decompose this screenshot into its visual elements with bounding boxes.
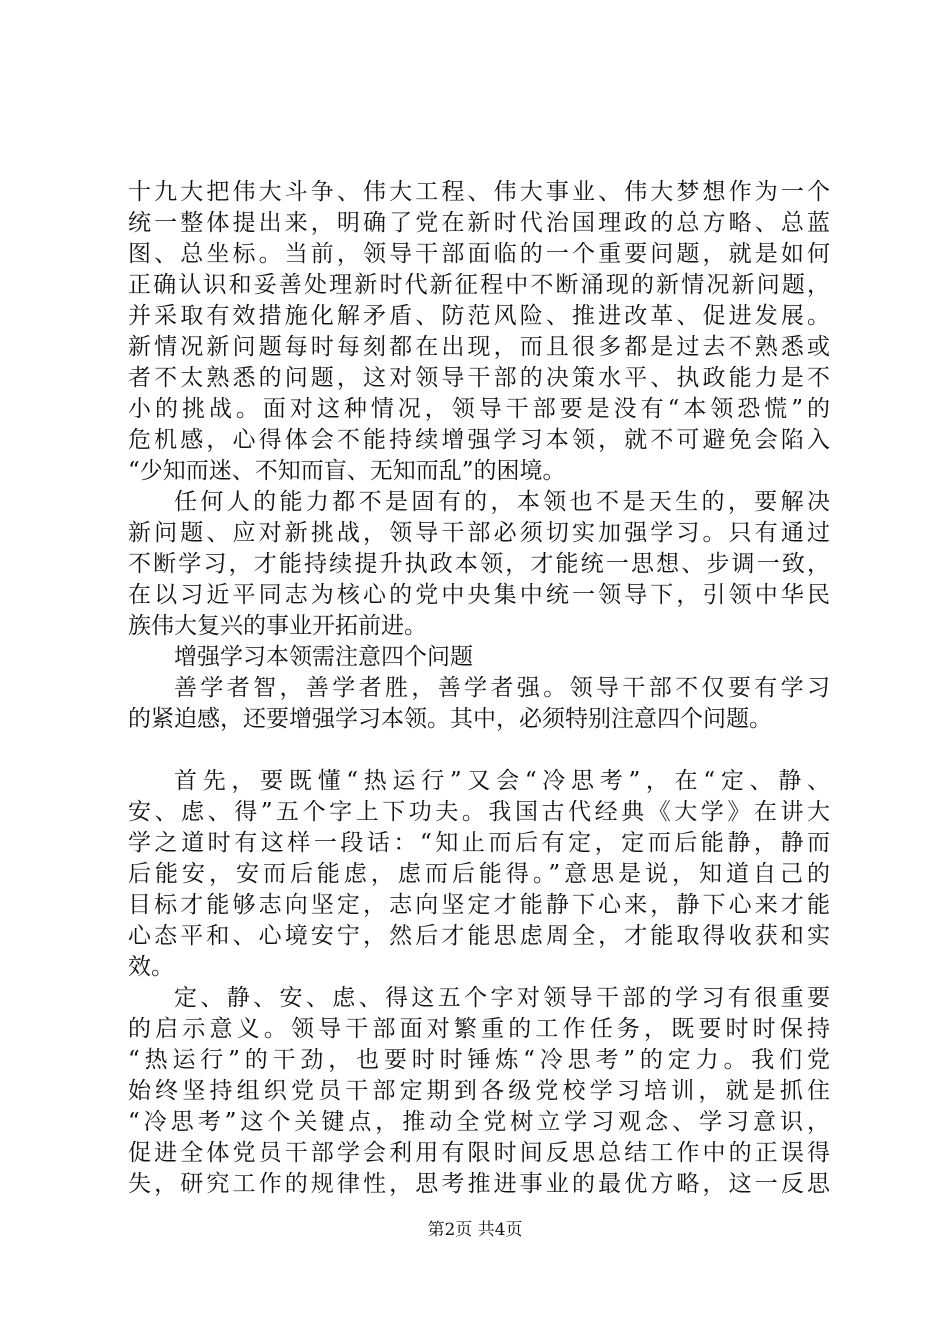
text-line: 后能安，安而后能虑，虑而后能得。”意思是说，知道自己的 xyxy=(128,861,830,887)
page-footer: 第2页 共4页 xyxy=(427,1220,523,1240)
text-line: 小的挑战。面对这种情况，领导干部要是没有“本领恐慌”的 xyxy=(128,396,830,422)
text-line: 的启示意义。领导干部面对繁重的工作任务，既要时时保持 xyxy=(128,1016,830,1042)
text-line: 十九大把伟大斗争、伟大工程、伟大事业、伟大梦想作为一个 xyxy=(128,179,830,205)
text-line: 定、静、安、虑、得这五个字对领导干部的学习有很重要 xyxy=(174,985,830,1011)
text-line: 善学者智，善学者胜，善学者强。领导干部不仅要有学习 xyxy=(174,675,830,701)
text-line: “冷思考”这个关键点，推动全党树立学习观念、学习意识， xyxy=(128,1109,830,1135)
text-line: 首先，要既懂“热运行”又会“冷思考”，在“定、静、 xyxy=(174,768,830,794)
paragraph-gap xyxy=(128,735,830,766)
text-line: 不断学习，才能持续提升执政本领，才能统一思想、步调一致， xyxy=(128,551,830,577)
text-line: 族伟大复兴的事业开拓前进。 xyxy=(128,613,427,639)
text-line: 安、虑、得”五个字上下功夫。我国古代经典《大学》在讲大 xyxy=(128,799,830,825)
text-line: 效。 xyxy=(128,954,174,980)
document-body xyxy=(128,177,830,1200)
text-line: 危机感，心得体会不能持续增强学习本领，就不可避免会陷入 xyxy=(128,427,830,453)
text-line: “热运行”的干劲，也要时时锤炼“冷思考”的定力。我们党 xyxy=(128,1047,830,1073)
text-line: 并采取有效措施化解矛盾、防范风险、推进改革、促进发展。 xyxy=(128,303,830,329)
text-line: 学之道时有这样一段话：“知止而后有定，定而后能静，静而 xyxy=(128,830,830,856)
text-line: 的紧迫感，还要增强学习本领。其中，必须特别注意四个问题。 xyxy=(128,706,772,732)
text-line: 者不太熟悉的问题，这对领导干部的决策水平、执政能力是不 xyxy=(128,365,830,391)
text-line: 任何人的能力都不是固有的，本领也不是天生的，要解决 xyxy=(174,489,830,515)
text-line: 失，研究工作的规律性，思考推进事业的最优方略，这一反思 xyxy=(128,1171,830,1197)
text-line: “少知而迷、不知而盲、无知而乱”的困境。 xyxy=(128,458,566,484)
text-line: 促进全体党员干部学会利用有限时间反思总结工作中的正误得 xyxy=(128,1140,830,1166)
text-line: 图、总坐标。当前，领导干部面临的一个重要问题，就是如何 xyxy=(128,241,830,267)
text-line: 在以习近平同志为核心的党中央集中统一领导下，引领中华民 xyxy=(128,582,830,608)
text-line: 目标才能够志向坚定，志向坚定才能静下心来，静下心来才能 xyxy=(128,892,830,918)
text-line: 心态平和、心境安宁，然后才能思虑周全，才能取得收获和实 xyxy=(128,923,830,949)
text-line: 统一整体提出来，明确了党在新时代治国理政的总方略、总蓝 xyxy=(128,210,830,236)
text-line: 增强学习本领需注意四个问题 xyxy=(174,644,473,670)
text-line: 始终坚持组织党员干部定期到各级党校学习培训，就是抓住 xyxy=(128,1078,830,1104)
text-line: 新情况新问题每时每刻都在出现，而且很多都是过去不熟悉或 xyxy=(128,334,830,360)
text-line: 新问题、应对新挑战，领导干部必须切实加强学习。只有通过 xyxy=(128,520,830,546)
text-line: 正确认识和妥善处理新时代新征程中不断涌现的新情况新问题， xyxy=(128,272,830,298)
